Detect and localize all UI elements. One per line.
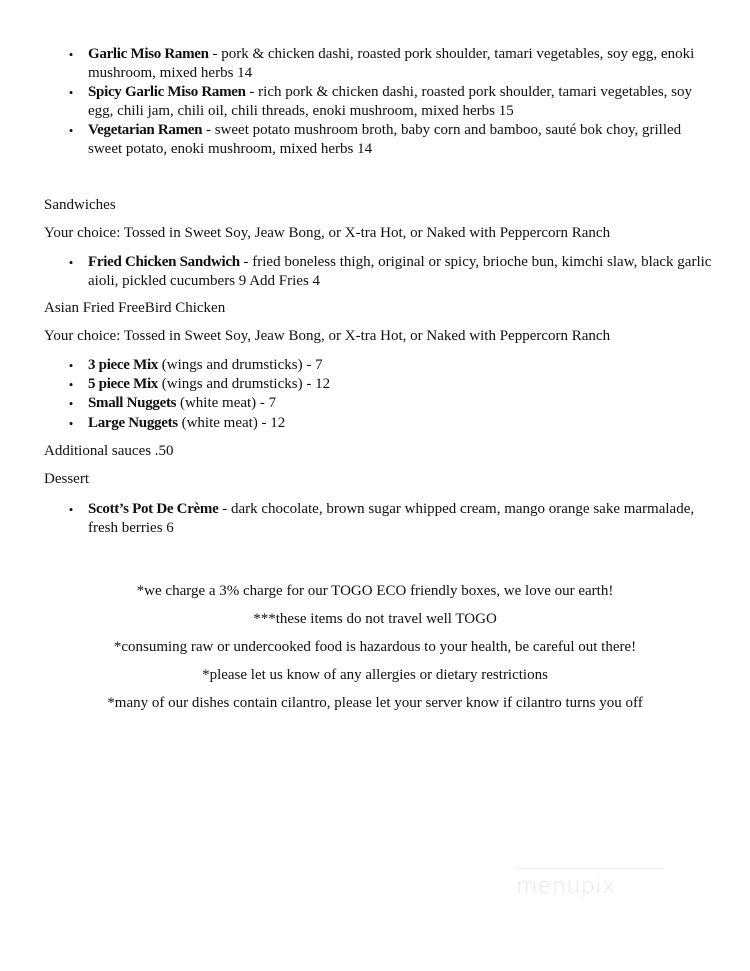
bullet-icon: • <box>68 123 74 138</box>
menu-item-3-piece-mix <box>68 356 718 375</box>
item-description: (white meat) - 7 <box>176 395 277 411</box>
section-heading-dessert: Dessert <box>44 471 89 487</box>
bullet-icon: • <box>68 47 74 62</box>
bullet-icon: • <box>68 255 74 270</box>
menupix-watermark <box>516 868 666 908</box>
chicken-choice-note: Your choice: Tossed in Sweet Soy, Jeaw Bong, or X-tra Hot, or Naked with Peppercorn Ranch <box>44 328 611 344</box>
menu-item-small-nuggets <box>68 394 718 413</box>
bullet-icon: • <box>68 396 74 411</box>
item-description: - sweet potato mushroom broth, baby corn and bamboo, sauté bok choy, grilled sweet potato, enoki mushroom, mixed herbs 14 <box>88 122 682 157</box>
note-togo-charge: *we charge a 3% charge for our TOGO ECO friendly boxes, we love our earth! <box>136 583 614 599</box>
item-description: - rich pork & chicken dashi, roasted pork shoulder, tamari vegetables, soy egg, chili jam, chili oil, chili threads, enoki mushroom, mixed herbs 15 <box>88 84 693 119</box>
section-heading-sandwiches: Sandwiches <box>44 197 116 213</box>
bullet-icon: • <box>68 377 74 392</box>
watermark-logo: menupix <box>516 874 616 899</box>
menu-item-garlic-miso-ramen <box>68 45 718 83</box>
item-description: (wings and drumsticks) - 7 <box>158 357 323 373</box>
bullet-icon: • <box>68 85 74 100</box>
menu-item-fried-chicken-sandwich <box>68 253 718 291</box>
note-allergies: *please let us know of any allergies or dietary restrictions <box>202 667 548 683</box>
item-description: - dark chocolate, brown sugar whipped cream, mango orange sake marmalade, fresh berries 6 <box>88 501 695 536</box>
item-name: Small Nuggets <box>88 395 177 411</box>
item-description: - fried boneless thigh, original or spicy, brioche bun, kimchi slaw, black garlic aioli, pickled cucumbers 9 Add Fries 4 <box>88 254 712 289</box>
additional-sauces-note: Additional sauces .50 <box>44 443 174 459</box>
item-name: 3 piece Mix <box>88 357 159 373</box>
item-name: Spicy Garlic Miso Ramen <box>88 84 246 100</box>
watermark-line <box>516 868 664 869</box>
item-description: - pork & chicken dashi, roasted pork shoulder, tamari vegetables, soy egg, enoki mushroom, mixed herbs 14 <box>88 46 695 81</box>
bullet-icon: • <box>68 416 74 431</box>
note-do-not-travel: ***these items do not travel well TOGO <box>253 611 497 627</box>
item-name: 5 piece Mix <box>88 376 159 392</box>
note-cilantro: *many of our dishes contain cilantro, please let your server know if cilantro turns you off <box>107 695 643 711</box>
item-name: Scott’s Pot De Crème <box>88 501 219 517</box>
item-description: (wings and drumsticks) - 12 <box>158 376 331 392</box>
bullet-icon: • <box>68 358 74 373</box>
menu-item-spicy-garlic-miso-ramen <box>68 83 718 121</box>
menu-item-5-piece-mix <box>68 375 718 394</box>
section-heading-chicken: Asian Fried FreeBird Chicken <box>44 300 226 316</box>
item-name: Garlic Miso Ramen <box>88 46 209 62</box>
item-name: Vegetarian Ramen <box>88 122 203 138</box>
note-raw-food-warning: *consuming raw or undercooked food is hazardous to your health, be careful out there! <box>113 639 637 655</box>
sandwiches-choice-note: Your choice: Tossed in Sweet Soy, Jeaw Bong, or X-tra Hot, or Naked with Peppercorn Ranch <box>44 225 611 241</box>
menu-item-vegetarian-ramen <box>68 121 718 159</box>
bullet-icon: • <box>68 502 74 517</box>
item-description: (white meat) - 12 <box>177 415 286 431</box>
menu-item-large-nuggets <box>68 414 718 433</box>
item-name: Fried Chicken Sandwich <box>88 254 240 270</box>
item-name: Large Nuggets <box>88 415 178 431</box>
menu-item-pot-de-creme <box>68 500 718 538</box>
